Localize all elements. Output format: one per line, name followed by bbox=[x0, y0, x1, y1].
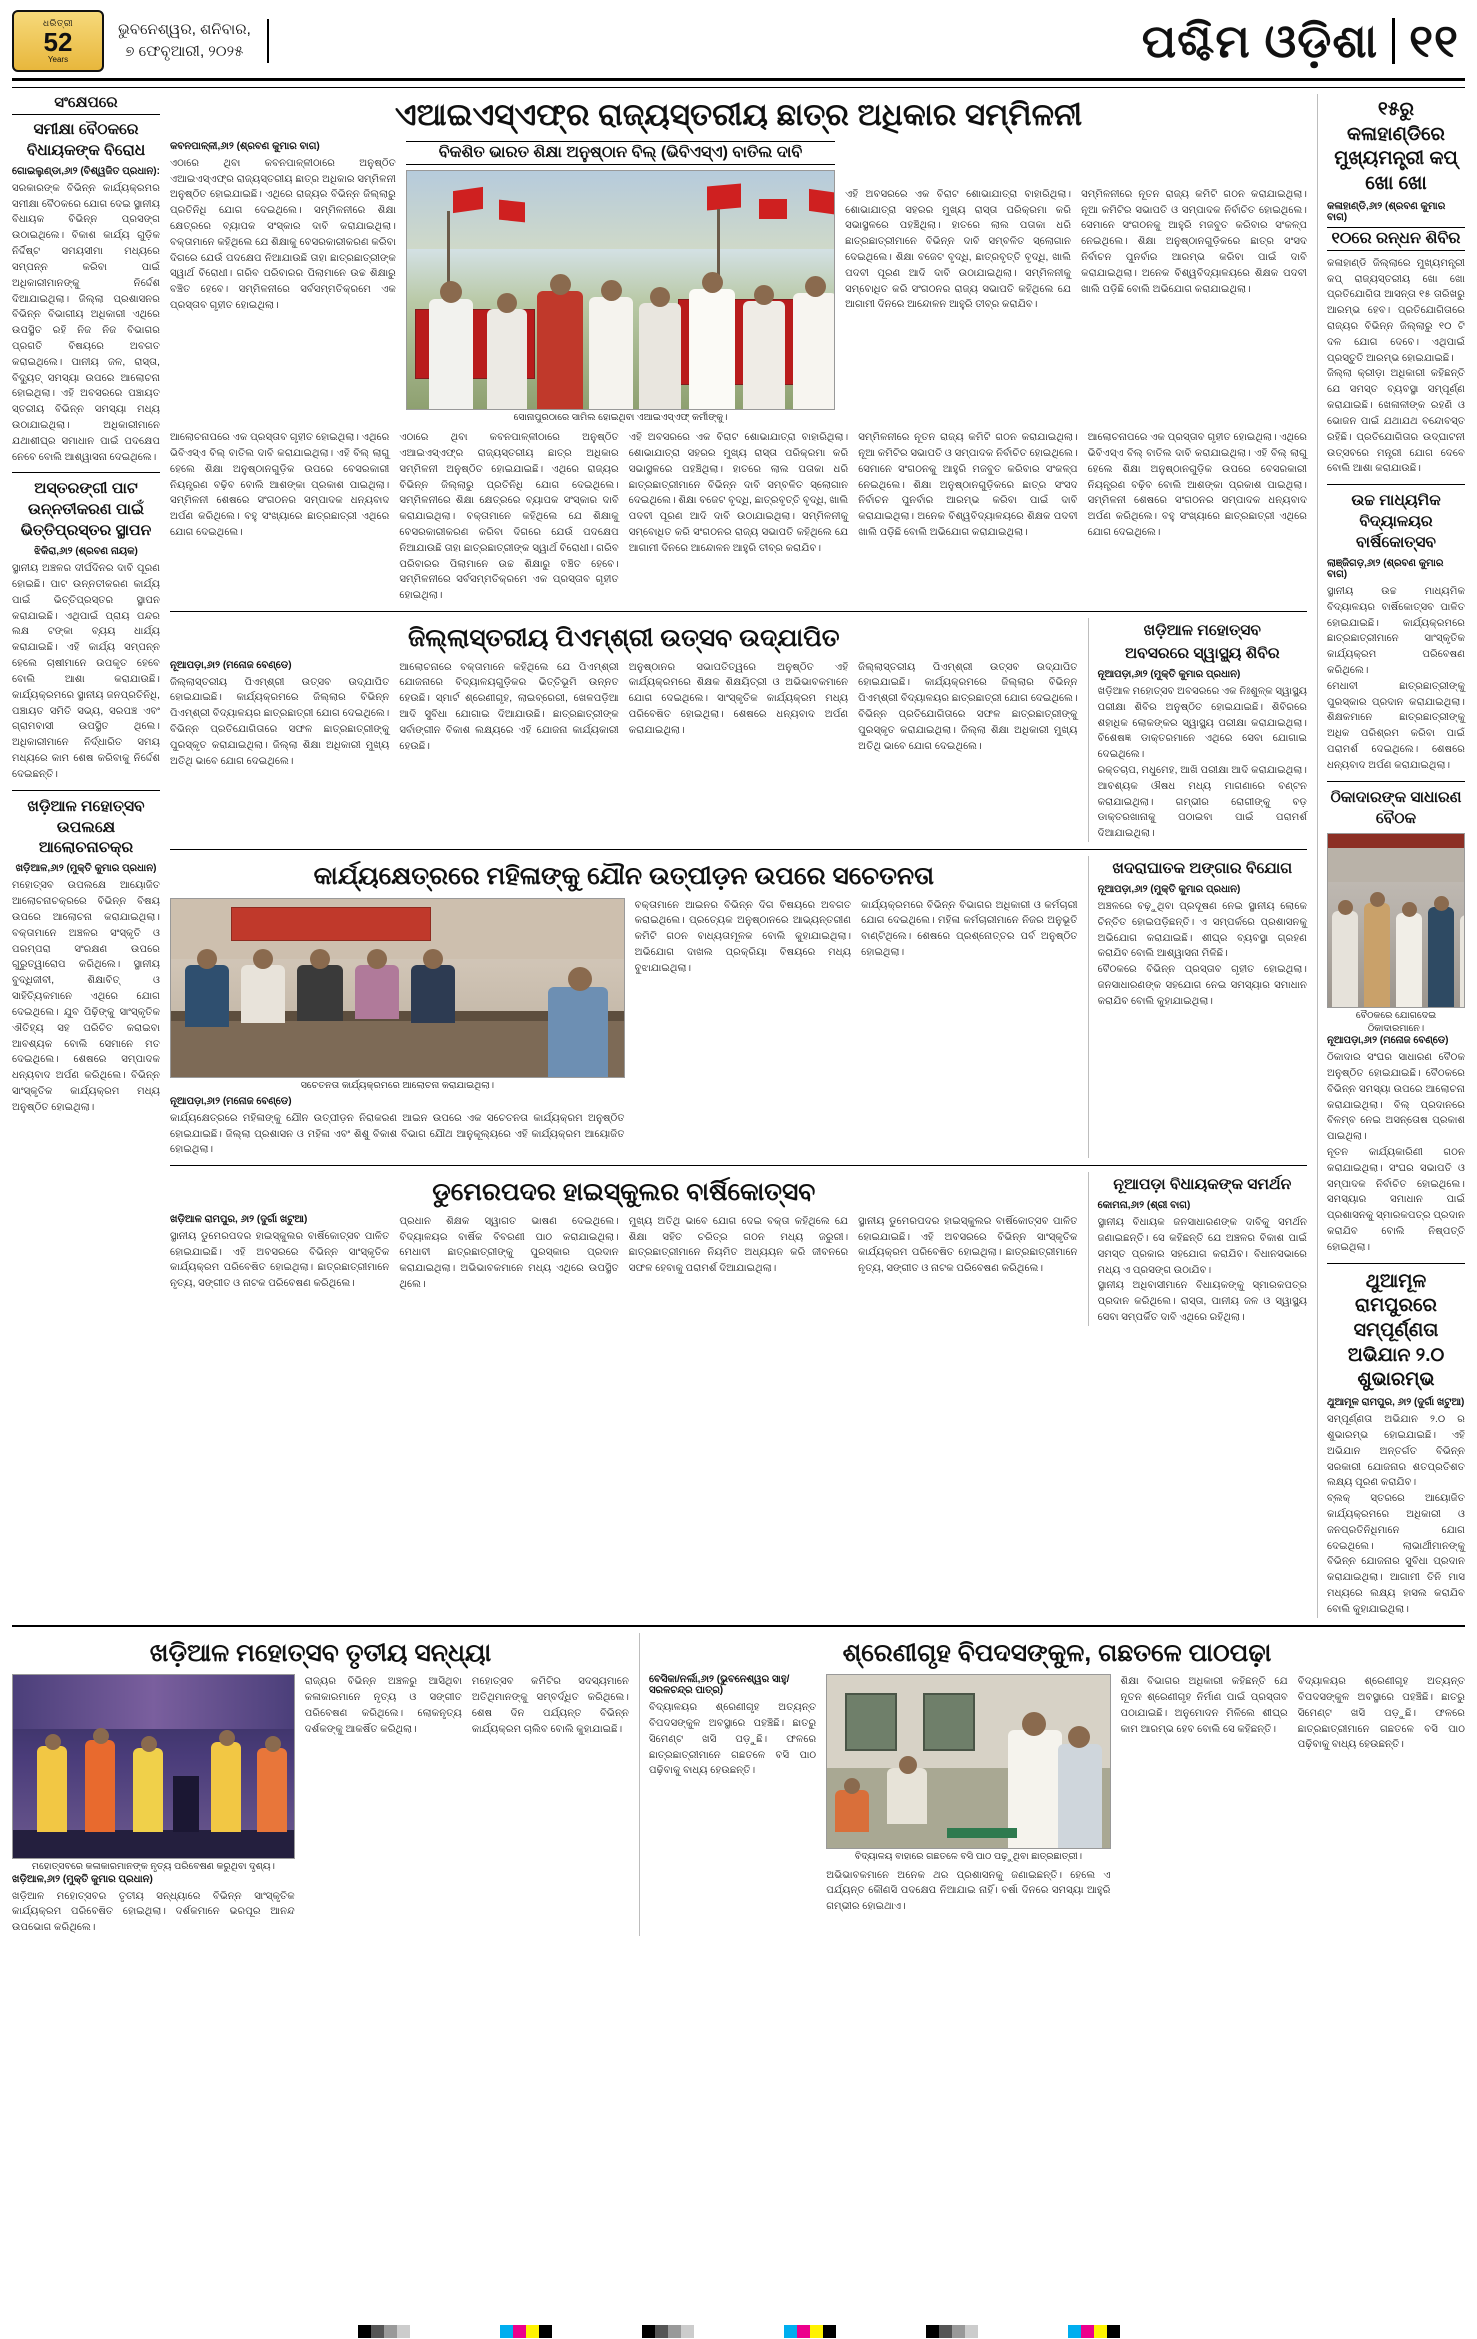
health-camp-headline-1: ଖଡ଼ିଆଳ ମହୋତ୍ସବ bbox=[1143, 622, 1261, 640]
school-annual-body-a: ସ୍ଥାନୀୟ ଡୁମେରପଦର ହାଇସ୍କୁଲର ବାର୍ଷିକୋତ୍ସବ ପାଳିତ ହୋଇଯାଇଛି। ଏହି ଅବସରରେ ବିଭିନ୍ନ ସାଂସ୍କୃତିକ କାର୍ଯ୍ୟକ୍ରମ ପରିବେଷିତ ହୋଇଥିଲା। ଛାତ୍ରଛାତ୍ରୀମାନେ ନୃତ୍ୟ, ସଙ୍ଗୀତ ଓ ନାଟକ ପରିବେଷଣ କରିଥିଲେ। bbox=[170, 1230, 390, 1290]
logo-years-label: Years bbox=[47, 55, 69, 64]
dateline-date: ୭ ଫେବୃଆରୀ, ୨୦୨୫ bbox=[125, 43, 244, 60]
brief-1-byline: ଗୋଇଲୁଣ୍ଡା,୬ା୨ (ବିଶ୍ୱଜିତ ପ୍ରଧାନ): bbox=[12, 165, 160, 177]
school-annual-body-d: ସ୍ଥାନୀୟ ଡୁମେରପଦର ହାଇସ୍କୁଲର ବାର୍ଷିକୋତ୍ସବ ପାଳିତ ହୋଇଯାଇଛି। ଏହି ଅବସରରେ ବିଭିନ୍ନ ସାଂସ୍କୃତିକ କାର୍ଯ୍ୟକ୍ରମ ପରିବେଷିତ ହୋଇଥିଲା। ଛାତ୍ରଛାତ୍ରୀମାନେ ନୃତ୍ୟ, ସଙ୍ଗୀତ ଓ ନାଟକ ପରିବେଷଣ କରିଥିଲେ। bbox=[858, 1215, 1078, 1275]
lead-col-3 bbox=[845, 141, 1071, 424]
lead-jump-3: ଏହି ଅବସରରେ ଏକ ବିରାଟ ଶୋଭାଯାତ୍ରା ବାହାରିଥିଲା। ଶୋଭାଯାତ୍ରା ସହରର ମୁଖ୍ୟ ରାସ୍ତା ପରିକ୍ରମା କରି ସଭାସ୍ଥଳରେ ପହଞ୍ଚିଥିଲା। ହାତରେ ଲାଲ ପତାକା ଧରି ଛାତ୍ରଛାତ୍ରୀମାନେ ବିଭିନ୍ନ ଦାବି ସମ୍ବଳିତ ସ୍ଲୋଗାନ ଦେଇଥିଲେ। ଶିକ୍ଷା ବଜେଟ ବୃଦ୍ଧି, ଛାତ୍ରବୃତ୍ତି ବୃଦ୍ଧି, ଖାଲି ପଦବୀ ପୂରଣ ଆଦି ଦାବି ଉଠାଯାଇଥିଲା। ସମ୍ମିଳନୀକୁ ସମ୍ବୋଧିତ କରି ସଂଗଠନର ରାଜ୍ୟ ସଭାପତି କହିଥିଲେ ଯେ ଆଗାମୀ ଦିନରେ ଆନ୍ଦୋଳନ ଆହୁରି ତୀବ୍ର କରାଯିବ। bbox=[628, 432, 849, 554]
pmshri-body-b: ଆଲୋଚନାରେ ବକ୍ତାମାନେ କହିଥିଲେ ଯେ ପିଏମ୍ଶ୍ରୀ ଯୋଜନାରେ ବିଦ୍ୟାଳୟଗୁଡ଼ିକର ଭିତ୍ତିଭୂମି ଉନ୍ନତ ହେଉଛି। ସ୍ମାର୍ଟ ଶ୍ରେଣୀଗୃହ, ଲାଇବ୍ରେରୀ, ଖେଳପଡ଼ିଆ ଆଦି ସୁବିଧା ଯୋଗାଇ ଦିଆଯାଉଛି। ଛାତ୍ରଛାତ୍ରୀଙ୍କ ସର୍ବାଙ୍ଗୀନ ବିକାଶ ଲକ୍ଷ୍ୟରେ ଏହି ଯୋଜନା କାର୍ଯ୍ୟକାରୀ ହେଉଛି। bbox=[399, 661, 619, 752]
grayscale-bar bbox=[358, 2325, 410, 2338]
women-body-a: କାର୍ଯ୍ୟକ୍ଷେତ୍ରରେ ମହିଳାଙ୍କୁ ଯୌନ ଉତ୍ପୀଡ଼ନ ନିରାକରଣ ଆଇନ ଉପରେ ଏକ ସଚେତନତା କାର୍ଯ୍ୟକ୍ରମ ଅନୁଷ୍ଠିତ ହୋଇଯାଇଛି। ଜିଲ୍ଲା ପ୍ରଶାସନ ଓ ମହିଳା ଏବଂ ଶିଶୁ ବିକାଶ ବିଭାଗ ଯୌଥ ଆନୁକୂଲ୍ୟରେ ଏହି କାର୍ଯ୍ୟକ୍ରମ ଆୟୋଜିତ ହୋଇଥିଲା। bbox=[170, 1112, 625, 1156]
health-camp-body-a: ଖଡ଼ିଆଳ ମହୋତ୍ସବ ଅବସରରେ ଏକ ନିଃଶୁଳ୍କ ସ୍ୱାସ୍ଥ୍ୟ ପରୀକ୍ଷା ଶିବିର ଅନୁଷ୍ଠିତ ହୋଇଯାଇଛି। ଶିବିରରେ ଶହାଧିକ ଲୋକଙ୍କର ସ୍ୱାସ୍ଥ୍ୟ ପରୀକ୍ଷା କରାଯାଇଥିଲା। ବିଶେଷଜ୍ଞ ଡାକ୍ତରମାନେ ଏଥିରେ ସେବା ଯୋଗାଇ ଦେଇଥିଲେ। bbox=[1097, 685, 1307, 761]
lead-body-a: ଏଠାରେ ଥିବା କବନପାଳ୍ଳୀଠାରେ ଅନୁଷ୍ଠିତ ଏଆଇଏସ୍ଏଫ୍ର ରାଜ୍ୟସ୍ତରୀୟ ଛାତ୍ର ଅଧିକାର ସମ୍ମିଳନୀ ଅନୁଷ୍ଠିତ ହୋଇଯାଇଛି। ଏଥିରେ ରାଜ୍ୟର ବିଭିନ୍ନ ଜିଲ୍ଲାରୁ ପ୍ରତିନିଧି ଯୋଗ ଦେଇଥିଲେ। ସମ୍ମିଳନୀରେ ଶିକ୍ଷା କ୍ଷେତ୍ରରେ ବ୍ୟାପକ ସଂସ୍କାର ଦାବି କରାଯାଇଥିଲା। ବକ୍ତାମାନେ କହିଥିଲେ ଯେ ଶିକ୍ଷାକୁ ବେସରକାରୀକରଣ କରିବା ଦିଗରେ ଯେଉଁ ପଦକ୍ଷେପ ନିଆଯାଉଛି ତାହା ଛାତ୍ରଛାତ୍ରୀଙ୍କ ସ୍ୱାର୍ଥ ବିରୋଧୀ। ଗରିବ ପରିବାରର ପିଲାମାନେ ଉଚ୍ଚ ଶିକ୍ଷାରୁ ବଞ୍ଚିତ ହେବେ। ସମ୍ମିଳନୀରେ ସର୍ବସମ୍ମତିକ୍ରମେ ଏକ ପ୍ରସ୍ତାବ ଗୃହୀତ ହୋଇଥିଲା। bbox=[170, 157, 396, 312]
school-annual-body-b: ପ୍ରଧାନ ଶିକ୍ଷକ ସ୍ୱାଗତ ଭାଷଣ ଦେଇଥିଲେ। ବିଦ୍ୟାଳୟର ବାର୍ଷିକ ବିବରଣୀ ପାଠ କରାଯାଇଥିଲା। ମେଧାବୀ ଛାତ୍ରଛାତ୍ରୀଙ୍କୁ ପୁରସ୍କାର ପ୍ରଦାନ କରାଯାଇଥିଲା। ଅଭିଭାବକମାନେ ମଧ୍ୟ ଏଥିରେ ଉପସ୍ଥିତ ଥିଲେ। bbox=[399, 1215, 619, 1291]
pmshri-body-d: ଜିଲ୍ଲାସ୍ତରୀୟ ପିଏମ୍ଶ୍ରୀ ଉତ୍ସବ ଉଦ୍ଯାପିତ ହୋଇଯାଇଛି। କାର୍ଯ୍ୟକ୍ରମରେ ଜିଲ୍ଲାର ବିଭିନ୍ନ ପିଏମ୍ଶ୍ରୀ ବିଦ୍ୟାଳୟର ଛାତ୍ରଛାତ୍ରୀ ଯୋଗ ଦେଇଥିଲେ। ବିଭିନ୍ନ ପ୍ରତିଯୋଗିତାରେ ସଫଳ ଛାତ୍ରଛାତ୍ରୀଙ୍କୁ ପୁରସ୍କୃତ କରାଯାଇଥିଲା। ଜିଲ୍ଲା ଶିକ୍ଷା ଅଧିକାରୀ ମୁଖ୍ୟ ଅତିଥି ଭାବେ ଯୋଗ ଦେଇଥିଲେ। bbox=[858, 661, 1078, 752]
health-camp-body-b: ରକ୍ତଚାପ, ମଧୁମେହ, ଆଖି ପରୀକ୍ଷା ଆଦି କରାଯାଇଥିଲା। ଆବଶ୍ୟକ ଔଷଧ ମଧ୍ୟ ମାଗଣାରେ ବଣ୍ଟନ କରାଯାଇଥିଲା। ଗମ୍ଭୀର ରୋଗୀଙ୍କୁ ବଡ଼ ଡାକ୍ତରଖାନାକୁ ପଠାଇବା ପାଇଁ ପରାମର୍ଶ ଦିଆଯାଇଥିଲା। bbox=[1097, 764, 1307, 840]
cm-cup-headline: ୧୫ରୁ କଳାହାଣ୍ଡିରେ ମୁଖ୍ୟମନ୍ତ୍ରୀ କପ୍ ଖୋ ଖୋ bbox=[1334, 99, 1458, 195]
env-body-a: ଅଞ୍ଚଳରେ ବଢ଼ୁଥିବା ପ୍ରଦୂଷଣ ନେଇ ସ୍ଥାନୀୟ ଲୋକେ ଚିନ୍ତିତ ହୋଇପଡ଼ିଛନ୍ତି। ଏ ସମ୍ପର୍କରେ ପ୍ରଶାସନକୁ ଅଭିଯୋଗ କରାଯାଇଛି। ଶୀଘ୍ର ବ୍ୟବସ୍ଥା ଗ୍ରହଣ କରାଯିବ ବୋଲି ଆଶ୍ୱାସନା ମିଳିଛି। bbox=[1097, 900, 1307, 960]
lead-body-b: ଏହି ଅବସରରେ ଏକ ବିରାଟ ଶୋଭାଯାତ୍ରା ବାହାରିଥିଲା। ଶୋଭାଯାତ୍ରା ସହରର ମୁଖ୍ୟ ରାସ୍ତା ପରିକ୍ରମା କରି ସଭାସ୍ଥଳରେ ପହଞ୍ଚିଥିଲା। ହାତରେ ଲାଲ ପତାକା ଧରି ଛାତ୍ରଛାତ୍ରୀମାନେ ବିଭିନ୍ନ ଦାବି ସମ୍ବଳିତ ସ୍ଲୋଗାନ ଦେଇଥିଲେ। ଶିକ୍ଷା ବଜେଟ ବୃଦ୍ଧି, ଛାତ୍ରବୃତ୍ତି ବୃଦ୍ଧି, ଖାଲି ପଦବୀ ପୂରଣ ଆଦି ଦାବି ଉଠାଯାଇଥିଲା। ସମ୍ମିଳନୀକୁ ସମ୍ବୋଧିତ କରି ସଂଗଠନର ରାଜ୍ୟ ସଭାପତି କହିଥିଲେ ଯେ ଆଗାମୀ ଦିନରେ ଆନ୍ଦୋଳନ ଆହୁରି ତୀବ୍ର କରାଯିବ। bbox=[845, 188, 1072, 311]
hs-annual-body-a: ସ୍ଥାନୀୟ ଉଚ୍ଚ ମାଧ୍ୟମିକ ବିଦ୍ୟାଳୟର ବାର୍ଷିକୋତ୍ସବ ପାଳିତ ହୋଇଯାଇଛି। କାର୍ଯ୍ୟକ୍ରମରେ ଛାତ୍ରଛାତ୍ରୀମାନେ ସାଂସ୍କୃତିକ କାର୍ଯ୍ୟକ୍ରମ ପରିବେଷଣ କରିଥିଲେ। bbox=[1326, 585, 1465, 676]
brief-2-headline: ଅସ୍ତରଙ୍ଗୀ ପାଟ ଉନ୍ନତୀକରଣ ପାଇଁ ଭିତ୍ତିପ୍ରସ୍ତର ସ୍ଥାପନ bbox=[20, 480, 152, 540]
lead-byline: କବନପାଳ୍ଳୀ,୬ା୨ (ଶ୍ରବଣ କୁମାର ବାଗ) bbox=[170, 140, 320, 152]
hs-annual-byline: ଲାଞ୍ଜିଗଡ଼,୬ା୨ (ଶ୍ରବଣ କୁମାର ବାଗ) bbox=[1326, 557, 1444, 580]
logo-anniversary-number: 52 bbox=[43, 27, 73, 57]
lead-jump-2: ଏଠାରେ ଥିବା କବନପାଳ୍ଳୀଠାରେ ଅନୁଷ୍ଠିତ ଏଆଇଏସ୍ଏଫ୍ର ରାଜ୍ୟସ୍ତରୀୟ ଛାତ୍ର ଅଧିକାର ସମ୍ମିଳନୀ ଅନୁଷ୍ଠିତ ହୋଇଯାଇଛି। ଏଥିରେ ରାଜ୍ୟର ବିଭିନ୍ନ ଜିଲ୍ଲାରୁ ପ୍ରତିନିଧି ଯୋଗ ଦେଇଥିଲେ। ସମ୍ମିଳନୀରେ ଶିକ୍ଷା କ୍ଷେତ୍ରରେ ବ୍ୟାପକ ସଂସ୍କାର ଦାବି କରାଯାଇଥିଲା। ବକ୍ତାମାନେ କହିଥିଲେ ଯେ ଶିକ୍ଷାକୁ ବେସରକାରୀକରଣ କରିବା ଦିଗରେ ଯେଉଁ ପଦକ୍ଷେପ ନିଆଯାଉଛି ତାହା ଛାତ୍ରଛାତ୍ରୀଙ୍କ ସ୍ୱାର୍ଥ ବିରୋଧୀ। ଗରିବ ପରିବାରର ପିଲାମାନେ ଉଚ୍ଚ ଶିକ୍ଷାରୁ ବଞ୍ଚିତ ହେବେ। ସମ୍ମିଳନୀରେ ସର୍ବସମ୍ମତିକ୍ରମେ ଏକ ପ୍ରସ୍ତାବ ଗୃହୀତ ହୋଇଥିଲା। bbox=[399, 432, 619, 602]
mahotsav-headline: ଖଡ଼ିଆଳ ମହୋତ୍ସବ ତୃତୀୟ ସନ୍ଧ୍ୟା bbox=[149, 1638, 492, 1667]
women-story bbox=[170, 856, 1078, 1158]
pmshri-body-a: ଜିଲ୍ଲାସ୍ତରୀୟ ପିଏମ୍ଶ୍ରୀ ଉତ୍ସବ ଉଦ୍ଯାପିତ ହୋଇଯାଇଛି। କାର୍ଯ୍ୟକ୍ରମରେ ଜିଲ୍ଲାର ବିଭିନ୍ନ ପିଏମ୍ଶ୍ରୀ ବିଦ୍ୟାଳୟର ଛାତ୍ରଛାତ୍ରୀ ଯୋଗ ଦେଇଥିଲେ। ବିଭିନ୍ନ ପ୍ରତିଯୋଗିତାରେ ସଫଳ ଛାତ୍ରଛାତ୍ରୀଙ୍କୁ ପୁରସ୍କୃତ କରାଯାଇଥିଲା। ଜିଲ୍ଲା ଶିକ୍ଷା ଅଧିକାରୀ ମୁଖ୍ୟ ଅତିଥି ଭାବେ ଯୋଗ ଦେଇଥିଲେ। bbox=[170, 676, 390, 767]
masthead bbox=[12, 10, 1465, 81]
dateline-place: ଭୁବନେଶ୍ୱର, ଶନିବାର, bbox=[118, 21, 251, 39]
bottom-block bbox=[12, 1633, 1465, 1936]
school-annual-headline: ଡୁମେରପଦର ହାଇସ୍କୁଲର ବାର୍ଷିକୋତ୍ସବ bbox=[432, 1178, 816, 1207]
unsafe-classroom-byline: ବେସିକା/ନର୍ଲା,୬ା୨ (ଭୁବନେଶ୍ୱର ସାହୁ/ସରଳଚନ୍ଦ୍ର ପାତ୍ର) bbox=[649, 1674, 790, 1697]
lead-photo bbox=[406, 170, 835, 410]
lead-photo-block bbox=[406, 141, 835, 424]
briefs-kicker: ସଂକ୍ଷେପରେ bbox=[12, 94, 160, 115]
unsafe-classroom-body-d: ବିଦ୍ୟାଳୟର ଶ୍ରେଣୀଗୃହ ଅତ୍ୟନ୍ତ ବିପଦସଙ୍କୁଳ ଅବସ୍ଥାରେ ପହଞ୍ଚିଛି। ଛାତରୁ ସିମେଣ୍ଟ ଖସି ପଡ଼ୁଛି। ଫଳରେ ଛାତ୍ରଛାତ୍ରୀମାନେ ଗଛତଳେ ବସି ପାଠ ପଢ଼ିବାକୁ ବାଧ୍ୟ ହେଉଛନ୍ତି। bbox=[1297, 1676, 1465, 1751]
unsafe-classroom-story bbox=[639, 1633, 1465, 1936]
third-tier bbox=[170, 856, 1307, 1158]
brief-3-headline: ଖଡ଼ିଆଳ ମହୋତ୍ସବ ଉପଲକ୍ଷେ ଆଲୋଚନାଚକ୍ର bbox=[27, 797, 145, 857]
mla-support-headline: ନୂଆପଡ଼ା ବିଧାୟକଙ୍କ ସମର୍ଥନ bbox=[1113, 1176, 1292, 1194]
tmc-campaign-body-a: ସମ୍ପୂର୍ଣ୍ଣତା ଅଭିଯାନ ୨.୦ ର ଶୁଭାରମ୍ଭ ହୋଇଯାଇଛି। ଏହି ଅଭିଯାନ ଅନ୍ତର୍ଗତ ବିଭିନ୍ନ ସରକାରୀ ଯୋଜନାର ଶତପ୍ରତିଶତ ଲକ୍ଷ୍ୟ ପୂରଣ କରାଯିବ। bbox=[1326, 1414, 1465, 1489]
contractor-body-a: ଠିକାଦାର ସଂଘର ସାଧାରଣ ବୈଠକ ଅନୁଷ୍ଠିତ ହୋଇଯାଇଛି। ବୈଠକରେ ବିଭିନ୍ନ ସମସ୍ୟା ଉପରେ ଆଲୋଚନା କରାଯାଇଥିଲା। ବିଲ୍ ପ୍ରଦାନରେ ବିଳମ୍ବ ନେଇ ଅସନ୍ତୋଷ ପ୍ରକାଶ ପାଇଥିଲା। bbox=[1326, 1052, 1465, 1143]
lead-jump-4: ସମ୍ମିଳନୀରେ ନୂତନ ରାଜ୍ୟ କମିଟି ଗଠନ କରାଯାଇଥିଲା। ନୂଆ କମିଟିର ସଭାପତି ଓ ସମ୍ପାଦକ ନିର୍ବାଚିତ ହୋଇଥିଲେ। ସେମାନେ ସଂଗଠନକୁ ଆହୁରି ମଜବୁତ କରିବାର ସଂକଳ୍ପ ନେଇଥିଲେ। ଶିକ୍ଷା ଅନୁଷ୍ଠାନଗୁଡ଼ିକରେ ଛାତ୍ର ସଂସଦ ନିର୍ବାଚନ ପୁନର୍ବାର ଆରମ୍ଭ କରିବା ପାଇଁ ଦାବି କରାଯାଇଥିଲା। ଅନେକ ବିଶ୍ୱବିଦ୍ୟାଳୟରେ ଶିକ୍ଷକ ପଦବୀ ଖାଲି ପଡ଼ିଛି ବୋଲି ଅଭିଯୋଗ କରାଯାଇଥିଲା। bbox=[858, 432, 1078, 538]
mahotsav-photo-caption: ମହୋତ୍ସବରେ କଳାକାରମାନଙ୍କ ନୃତ୍ୟ ପରିବେଷଣ କରୁଥିବା ଦୃଶ୍ୟ। bbox=[31, 1861, 275, 1873]
cmyk-bar-3 bbox=[1068, 2325, 1120, 2338]
unsafe-classroom-body-a: ବିଦ୍ୟାଳୟର ଶ୍ରେଣୀଗୃହ ଅତ୍ୟନ୍ତ ବିପଦସଙ୍କୁଳ ଅବସ୍ଥାରେ ପହଞ୍ଚିଛି। ଛାତରୁ ସିମେଣ୍ଟ ଖସି ପଡ଼ୁଛି। ଫଳରେ ଛାତ୍ରଛାତ୍ରୀମାନେ ଗଛତଳେ ବସି ପାଠ ପଢ଼ିବାକୁ ବାଧ୍ୟ ହେଉଛନ୍ତି। bbox=[649, 1702, 817, 1777]
mla-support-body-a: ସ୍ଥାନୀୟ ବିଧାୟକ ଜନସାଧାରଣଙ୍କ ଦାବିକୁ ସମର୍ଥନ ଜଣାଇଛନ୍ତି। ସେ କହିଛନ୍ତି ଯେ ଅଞ୍ଚଳର ବିକାଶ ପାଇଁ ସମସ୍ତ ପ୍ରକାର ସହଯୋଗ କରାଯିବ। ବିଧାନସଭାରେ ମଧ୍ୟ ଏ ପ୍ରସଙ୍ଗ ଉଠାଯିବ। bbox=[1097, 1217, 1307, 1276]
cm-cup-body-a: କଳାହାଣ୍ଡି ଜିଲ୍ଲାରେ ମୁଖ୍ୟମନ୍ତ୍ରୀ କପ୍ ରାଜ୍ୟସ୍ତରୀୟ ଖୋ ଖୋ ପ୍ରତିଯୋଗିତା ଆସନ୍ତା ୧୫ ତାରିଖରୁ ଆରମ୍ଭ ହେବ। ପ୍ରତିଯୋଗିତାରେ ରାଜ୍ୟର ବିଭିନ୍ନ ଜିଲ୍ଲାରୁ ୧୦ ଟି ଦଳ ଯୋଗ ଦେବେ। ଏଥିପାଇଁ ପ୍ରସ୍ତୁତି ଆରମ୍ଭ ହୋଇଯାଇଛି। bbox=[1326, 257, 1465, 364]
grayscale-bar-3 bbox=[926, 2325, 978, 2338]
tmc-campaign-byline: ଥୁଆମୂଳ ରାମପୁର, ୬ା୨ (ଦୁର୍ଗା ଖଟୁଆ) bbox=[1326, 1397, 1465, 1409]
contractor-headline: ଠିକାଦାରଙ୍କ ସାଧାରଣ ବୈଠକ bbox=[1330, 788, 1462, 827]
lead-col-1 bbox=[170, 141, 396, 424]
section-title bbox=[269, 15, 1465, 67]
page-number: ୧୧ bbox=[1392, 18, 1459, 64]
publication-logo bbox=[12, 10, 104, 72]
mahotsav-body-a: ଖଡ଼ିଆଳ ମହୋତ୍ସବର ତୃତୀୟ ସନ୍ଧ୍ୟାରେ ବିଭିନ୍ନ ସାଂସ୍କୃତିକ କାର୍ଯ୍ୟକ୍ରମ ପରିବେଷିତ ହୋଇଥିଲା। ଦର୍ଶକମାନେ ଭରପୂର ଆନନ୍ଦ ଉପଭୋଗ କରିଥିଲେ। bbox=[12, 1890, 295, 1934]
mahotsav-byline: ଖଡ଼ିଆଳ,୬ା୨ (ମୁକ୍ତି କୁମାର ପ୍ରଧାନ) bbox=[12, 1873, 153, 1885]
pmshri-headline: ଜିଲ୍ଲାସ୍ତରୀୟ ପିଏମ୍ଶ୍ରୀ ଉତ୍ସବ ଉଦ୍ଯାପିତ bbox=[407, 624, 840, 653]
contractor-byline: ନୂଆପଡ଼ା,୬ା୨ (ମନୋଜ ବେଣ୍ଡେ) bbox=[1326, 1035, 1449, 1047]
mahotsav-story bbox=[12, 1633, 629, 1936]
pmshri-byline: ନୂଆପଡ଼ା,୬ା୨ (ମନୋଜ ବେଣ୍ଡେ) bbox=[170, 659, 292, 671]
school-annual-story bbox=[170, 1172, 1078, 1326]
brief-1-body: ସରକାରଙ୍କ ବିଭିନ୍ନ କାର୍ଯ୍ୟକ୍ରମର ସମୀକ୍ଷା ବୈଠକରେ ଯୋଗ ଦେଇ ସ୍ଥାନୀୟ ବିଧାୟକ ବିଭିନ୍ନ ପ୍ରସଙ୍ଗ ଉଠାଇଥିଲେ। ବିକାଶ କାର୍ଯ୍ୟ ଗୁଡ଼ିକ ନିର୍ଦ୍ଦିଷ୍ଟ ସମୟସୀମା ମଧ୍ୟରେ ସମ୍ପନ୍ନ କରିବା ପାଇଁ ଅଧିକାରୀମାନଙ୍କୁ ନିର୍ଦ୍ଦେଶ ଦିଆଯାଇଥିଲା। ଜିଲ୍ଲା ପ୍ରଶାସନର ବିଭିନ୍ନ ବିଭାଗୀୟ ଅଧିକାରୀ ଏଥିରେ ଉପସ୍ଥିତ ରହି ନିଜ ନିଜ ବିଭାଗର ପ୍ରଗତି ବିଷୟରେ ଅବଗତ କରାଇଥିଲେ। ପାନୀୟ ଜଳ, ରାସ୍ତା, ବିଦ୍ୟୁତ୍ ସମସ୍ୟା ଉପରେ ଆଲୋଚନା ହୋଇଥିଲା। ଏହି ଅବସରରେ ପଞ୍ଚାୟତ ସ୍ତରୀୟ ବିଭିନ୍ନ ସମସ୍ୟା ମଧ୍ୟ ଉଠାଯାଇଥିଲା। ଅଧିକାରୀମାନେ ଯଥାଶୀଘ୍ର ସମାଧାନ ପାଇଁ ପଦକ୍ଷେପ ନେବେ ବୋଲି ଆଶ୍ୱାସନା ଦେଇଥିଲେ। bbox=[12, 182, 160, 463]
grayscale-bar-2 bbox=[642, 2325, 694, 2338]
women-headline: କାର୍ଯ୍ୟକ୍ଷେତ୍ରରେ ମହିଳାଙ୍କୁ ଯୌନ ଉତ୍ପୀଡ଼ନ ଉପରେ ସଚେତନତା bbox=[313, 862, 934, 890]
brief-2-body: ସ୍ଥାନୀୟ ଅଞ୍ଚଳର ଦୀର୍ଘଦିନର ଦାବି ପୂରଣ ହୋଇଛି। ପାଟ ଉନ୍ନତୀକରଣ କାର୍ଯ୍ୟ ପାଇଁ ଭିତ୍ତିପ୍ରସ୍ତର ସ୍ଥାପନ କରାଯାଇଛି। ଏଥିପାଇଁ ପ୍ରାୟ ପନ୍ଦର ଲକ୍ଷ ଟଙ୍କା ବ୍ୟୟ ଧାର୍ଯ୍ୟ କରାଯାଇଛି। ଏହି କାର୍ଯ୍ୟ ସମ୍ପନ୍ନ ହେଲେ ଚାଷୀମାନେ ଉପକୃତ ହେବେ ବୋଲି ଆଶା କରାଯାଉଛି। କାର୍ଯ୍ୟକ୍ରମରେ ସ୍ଥାନୀୟ ଜନପ୍ରତିନିଧି, ପଞ୍ଚାୟତ ସମିତି ସଭ୍ୟ, ସରପଞ୍ଚ ଏବଂ ଗ୍ରାମବାସୀ ଉପସ୍ଥିତ ଥିଲେ। ଅଧିକାରୀମାନେ ନିର୍ଦ୍ଧାରିତ ସମୟ ମଧ୍ୟରେ କାମ ଶେଷ କରିବାକୁ ନିର୍ଦ୍ଦେଶ ଦେଇଛନ୍ତି। bbox=[12, 563, 160, 780]
fourth-tier bbox=[170, 1172, 1307, 1326]
lead-subhead: ବିକଶିତ ଭାରତ ଶିକ୍ଷା ଅନୁଷ୍ଠାନ ବିଲ୍ (ଭିବିଏସ୍ଏ) ବାତିଲ ଦାବି bbox=[406, 141, 835, 165]
contractor-photo-caption: ବୈଠକରେ ଯୋଗଦେଇ ଠିକାଦାରମାନେ। bbox=[1355, 1010, 1437, 1034]
unsafe-classroom-body-c: ଶିକ୍ଷା ବିଭାଗର ଅଧିକାରୀ କହିଛନ୍ତି ଯେ ନୂତନ ଶ୍ରେଣୀଗୃହ ନିର୍ମାଣ ପାଇଁ ପ୍ରସ୍ତାବ ପଠାଯାଇଛି। ଅନୁମୋଦନ ମିଳିଲେ ଶୀଘ୍ର କାମ ଆରମ୍ଭ ହେବ ବୋଲି ସେ କହିଛନ୍ତି। bbox=[1120, 1676, 1288, 1735]
women-byline: ନୂଆପଡ଼ା,୬ା୨ (ମନୋଜ ବେଣ୍ଡେ) bbox=[170, 1095, 292, 1107]
lead-photo-caption: ସୋନାପୁରଠାରେ ସାମିଲ ହୋଇଥିବା ଏଆଇଏସ୍ଏଫ୍ କର୍ମୀଙ୍କୁ। bbox=[513, 411, 728, 423]
brief-2-byline: ଝିକିରା,୬ା୨ (ଶ୍ରବଣ ନାୟକ) bbox=[34, 546, 138, 558]
unsafe-classroom-body-b: ଅଭିଭାବକମାନେ ଅନେକ ଥର ପ୍ରଶାସନକୁ ଜଣାଇଛନ୍ତି। ହେଲେ ଏ ପର୍ଯ୍ୟନ୍ତ କୌଣସି ପଦକ୍ଷେପ ନିଆଯାଇ ନାହିଁ। ବର୍ଷା ଦିନରେ ସମସ୍ୟା ଆହୁରି ଗମ୍ଭୀର ହୋଇଥାଏ। bbox=[826, 1869, 1111, 1913]
main-content-area bbox=[170, 94, 1307, 1618]
unsafe-classroom-photo-caption: ବିଦ୍ୟାଳୟ ବାହାରେ ଗଛତଳେ ବସି ପାଠ ପଢ଼ୁଥିବା ଛାତ୍ରଛାତ୍ରୀ। bbox=[854, 1851, 1082, 1863]
mla-support-story bbox=[1088, 1172, 1307, 1326]
pmshri-story bbox=[170, 618, 1078, 842]
brief-3-byline: ଖଡ଼ିଆଳ,୬ା୨ (ମୁକ୍ତି କୁମାର ପ୍ରଧାନ) bbox=[15, 863, 157, 875]
unsafe-classroom-headline: ଶ୍ରେଣୀଗୃହ ବିପଦସଙ୍କୁଳ, ଗଛତଳେ ପାଠପଢ଼ା bbox=[842, 1638, 1272, 1667]
contractor-body-b: ନୂତନ କାର୍ଯ୍ୟକାରିଣୀ ଗଠନ କରାଯାଇଥିଲା। ସଂଘର ସଭାପତି ଓ ସମ୍ପାଦକ ନିର୍ବାଚିତ ହୋଇଥିଲେ। ସମସ୍ୟାର ସମାଧାନ ପାଇଁ ପ୍ରଶାସନକୁ ସ୍ମାରକପତ୍ର ପ୍ରଦାନ କରାଯିବ ବୋଲି ନିଷ୍ପତ୍ତି ହୋଇଥିଲା। bbox=[1326, 1147, 1465, 1253]
color-registration-bars bbox=[0, 2323, 1477, 2339]
pmshri-body-c: ଅନୁଷ୍ଠାନର ସଭାପତିତ୍ୱରେ ଅନୁଷ୍ଠିତ ଏହି କାର୍ଯ୍ୟକ୍ରମରେ ଶିକ୍ଷକ ଶିକ୍ଷୟିତ୍ରୀ ଓ ଅଭିଭାବକମାନେ ଯୋଗ ଦେଇଥିଲେ। ସାଂସ୍କୃତିକ କାର୍ଯ୍ୟକ୍ରମ ମଧ୍ୟ ପରିବେଷିତ ହୋଇଥିଲା। ଶେଷରେ ଧନ୍ୟବାଦ ଅର୍ପଣ କରାଯାଇଥିଲା। bbox=[628, 661, 849, 736]
lead-jump-5: ଆଲୋଚନାପରେ ଏକ ପ୍ରସ୍ତାବ ଗୃହୀତ ହୋଇଥିଲା। ଏଥିରେ ଭିବିଏସ୍ଏ ବିଲ୍ ବାତିଲ ଦାବି କରାଯାଇଥିଲା। ଏହି ବିଲ୍ ଲାଗୁ ହେଲେ ଶିକ୍ଷା ଅନୁଷ୍ଠାନଗୁଡ଼ିକ ଉପରେ ବେସରକାରୀ ନିୟନ୍ତ୍ରଣ ବଢ଼ିବ ବୋଲି ଆଶଙ୍କା ପ୍ରକାଶ ପାଇଥିଲା। ସମ୍ମିଳନୀ ଶେଷରେ ସଂଗଠନର ସମ୍ପାଦକ ଧନ୍ୟବାଦ ଅର୍ପଣ କରିଥିଲେ। ବହୁ ସଂଖ୍ୟାରେ ଛାତ୍ରଛାତ୍ରୀ ଏଥିରେ ଯୋଗ ଦେଇଥିଲେ। bbox=[1087, 432, 1307, 538]
column-briefs bbox=[12, 94, 160, 1618]
women-photo-caption: ସଚେତନତା କାର୍ଯ୍ୟକ୍ରମରେ ଆଲୋଚନା କରାଯାଇଥିଲା। bbox=[300, 1079, 494, 1091]
lead-story bbox=[170, 96, 1307, 604]
lead-body-c: ସମ୍ମିଳନୀରେ ନୂତନ ରାଜ୍ୟ କମିଟି ଗଠନ କରାଯାଇଥିଲା। ନୂଆ କମିଟିର ସଭାପତି ଓ ସମ୍ପାଦକ ନିର୍ବାଚିତ ହୋଇଥିଲେ। ସେମାନେ ସଂଗଠନକୁ ଆହୁରି ମଜବୁତ କରିବାର ସଂକଳ୍ପ ନେଇଥିଲେ। ଶିକ୍ଷା ଅନୁଷ୍ଠାନଗୁଡ଼ିକରେ ଛାତ୍ର ସଂସଦ ନିର୍ବାଚନ ପୁନର୍ବାର ଆରମ୍ଭ କରିବା ପାଇଁ ଦାବି କରାଯାଇଥିଲା। ଅନେକ ବିଶ୍ୱବିଦ୍ୟାଳୟରେ ଶିକ୍ଷକ ପଦବୀ ଖାଲି ପଡ଼ିଛି ବୋଲି ଅଭିଯୋଗ କରାଯାଇଥିଲା। bbox=[1081, 188, 1307, 295]
health-camp-byline: ନୂଆପଡ଼ା,୬ା୨ (ମୁକ୍ତି କୁମାର ପ୍ରଧାନ) bbox=[1097, 668, 1241, 680]
env-headline: ଖଦରାଘାତକ ଅଙ୍ଗାର ବିଯୋଗ bbox=[1112, 860, 1293, 877]
mla-support-body-b: ସ୍ଥାନୀୟ ଅଧିବାସୀମାନେ ବିଧାୟକଙ୍କୁ ସ୍ମାରକପତ୍ର ପ୍ରଦାନ କରିଥିଲେ। ରାସ୍ତା, ପାନୀୟ ଜଳ ଓ ସ୍ୱାସ୍ଥ୍ୟ ସେବା ସମ୍ପର୍କିତ ଦାବି ଏଥିରେ ରହିଥିଲା। bbox=[1097, 1280, 1307, 1324]
contractor-photo bbox=[1327, 833, 1465, 1008]
second-tier bbox=[170, 618, 1307, 842]
mahotsav-body-c: ମହୋତ୍ସବ କମିଟିର ସଦସ୍ୟମାନେ ଅତିଥିମାନଙ୍କୁ ସମ୍ବର୍ଦ୍ଧିତ କରିଥିଲେ। ଶେଷ ଦିନ ପର୍ଯ୍ୟନ୍ତ ବିଭିନ୍ନ କାର୍ଯ୍ୟକ୍ରମ ଚାଲିବ ବୋଲି କୁହାଯାଇଛି। bbox=[471, 1676, 629, 1735]
hs-annual-body-b: ମେଧାବୀ ଛାତ୍ରଛାତ୍ରୀଙ୍କୁ ପୁରସ୍କାର ପ୍ରଦାନ କରାଯାଇଥିଲା। ଶିକ୍ଷକମାନେ ଛାତ୍ରଛାତ୍ରୀଙ୍କୁ ଅଧିକ ପରିଶ୍ରମ କରିବା ପାଇଁ ପରାମର୍ଶ ଦେଇଥିଲେ। ଶେଷରେ ଧନ୍ୟବାଦ ଅର୍ପଣ କରାଯାଇଥିଲା। bbox=[1326, 680, 1465, 771]
tmc-campaign-body-b: ବ୍ଲକ୍ ସ୍ତରରେ ଆୟୋଜିତ କାର୍ଯ୍ୟକ୍ରମରେ ଅଧିକାରୀ ଓ ଜନପ୍ରତିନିଧିମାନେ ଯୋଗ ଦେଇଥିଲେ। ଲାଭାର୍ଥୀମାନଙ୍କୁ ବିଭିନ୍ନ ଯୋଜନାର ସୁବିଧା ପ୍ରଦାନ କରାଯାଇଥିଲା। ଆଗାମୀ ତିନି ମାସ ମଧ୍ୟରେ ଲକ୍ଷ୍ୟ ହାସଲ କରାଯିବ ବୋଲି କୁହାଯାଇଥିଲା। bbox=[1326, 1493, 1465, 1615]
health-camp-story bbox=[1088, 618, 1307, 842]
brief-3-body: ମହୋତ୍ସବ ଉପଲକ୍ଷେ ଆୟୋଜିତ ଆଲୋଚନାଚକ୍ରରେ ବିଭିନ୍ନ ବିଷୟ ଉପରେ ଆଲୋଚନା କରାଯାଇଥିଲା। ବକ୍ତାମାନେ ଅଞ୍ଚଳର ସଂସ୍କୃତି ଓ ପରମ୍ପରା ସଂରକ୍ଷଣ ଉପରେ ଗୁରୁତ୍ୱାରୋପ କରିଥିଲେ। ସ୍ଥାନୀୟ ବୁଦ୍ଧିଜୀବୀ, ଶିକ୍ଷାବିତ୍ ଓ ସାହିତ୍ୟିକମାନେ ଏଥିରେ ଯୋଗ ଦେଇଥିଲେ। ଯୁବ ପିଢ଼ିଙ୍କୁ ସାଂସ୍କୃତିକ ଐତିହ୍ୟ ସହ ପରିଚିତ କରାଇବା ଆବଶ୍ୟକ ବୋଲି ସେମାନେ ମତ ଦେଇଥିଲେ। ଶେଷରେ ସମ୍ପାଦକ ଧନ୍ୟବାଦ ଅର୍ପଣ କରିଥିଲେ। ବିଭିନ୍ନ ସାଂସ୍କୃତିକ କାର୍ଯ୍ୟକ୍ରମ ମଧ୍ୟ ଅନୁଷ୍ଠିତ ହୋଇଥିଲା। bbox=[12, 880, 160, 1113]
hs-annual-headline: ଉଚ୍ଚ ମାଧ୍ୟମିକ ବିଦ୍ୟାଳୟର ବାର୍ଷିକୋତ୍ସବ bbox=[1351, 492, 1441, 551]
lead-jump-1: ଆଲୋଚନାପରେ ଏକ ପ୍ରସ୍ତାବ ଗୃହୀତ ହୋଇଥିଲା। ଏଥିରେ ଭିବିଏସ୍ଏ ବିଲ୍ ବାତିଲ ଦାବି କରାଯାଇଥିଲା। ଏହି ବିଲ୍ ଲାଗୁ ହେଲେ ଶିକ୍ଷା ଅନୁଷ୍ଠାନଗୁଡ଼ିକ ଉପରେ ବେସରକାରୀ ନିୟନ୍ତ୍ରଣ ବଢ଼ିବ ବୋଲି ଆଶଙ୍କା ପ୍ରକାଶ ପାଇଥିଲା। ସମ୍ମିଳନୀ ଶେଷରେ ସଂଗଠନର ସମ୍ପାଦକ ଧନ୍ୟବାଦ ଅର୍ପଣ କରିଥିଲେ। ବହୁ ସଂଖ୍ୟାରେ ଛାତ୍ରଛାତ୍ରୀ ଏଥିରେ ଯୋଗ ଦେଇଥିଲେ। bbox=[170, 432, 390, 538]
section-title-text: ପଶ୍ଚିମ ଓଡ଼ିଶା bbox=[1141, 15, 1379, 67]
women-photo-block bbox=[170, 898, 625, 1159]
cm-cup-subhead: ୧୦ରେ ରନ୍ଧନ ଶିବିର bbox=[1327, 227, 1465, 251]
env-byline: ନୂଆପଡ଼ା,୬ା୨ (ମୁକ୍ତି କୁମାର ପ୍ରଧାନ) bbox=[1097, 883, 1241, 895]
health-camp-headline-2: ଅବସରରେ ସ୍ୱାସ୍ଥ୍ୟ ଶିବିର bbox=[1124, 644, 1280, 662]
tmc-campaign-headline: ଥୁଆମୂଳ ରାମପୁରରେ ସମ୍ପୂର୍ଣ୍ଣତା ଅଭିଯାନ ୨.୦ ଶୁଭାରମ୍ଭ bbox=[1347, 1270, 1445, 1391]
cm-cup-byline: କଳାହାଣ୍ଡି,୬ା୨ (ଶ୍ରବଣ କୁମାର ବାଗ) bbox=[1326, 200, 1446, 223]
cmyk-bar-1 bbox=[500, 2325, 552, 2338]
women-body-c: କାର୍ଯ୍ୟକ୍ରମରେ ବିଭିନ୍ନ ବିଭାଗର ଅଧିକାରୀ ଓ କର୍ମଚାରୀ ଯୋଗ ଦେଇଥିଲେ। ମହିଳା କର୍ମଚାରୀମାନେ ନିଜର ଅନୁଭୂତି ବାଣ୍ଟିଥିଲେ। ଶେଷରେ ପ୍ରଶ୍ନୋତ୍ତର ପର୍ବ ଅନୁଷ୍ଠିତ ହୋଇଥିଲା। bbox=[861, 899, 1078, 958]
env-story bbox=[1088, 856, 1307, 1158]
logo-top-text: ଧରିତ୍ରୀ bbox=[42, 18, 74, 28]
cmyk-bar-2 bbox=[784, 2325, 836, 2338]
cm-cup-body-b: ଜିଲ୍ଲା କ୍ରୀଡ଼ା ଅଧିକାରୀ କହିଛନ୍ତି ଯେ ସମସ୍ତ ବ୍ୟବସ୍ଥା ସମ୍ପୂର୍ଣ୍ଣ କରାଯାଇଛି। ଖେଳାଳୀଙ୍କ ରହଣି ଓ ଭୋଜନ ପାଇଁ ଯଥାଯଥ ବନ୍ଦୋବସ୍ତ ରହିଛି। ପ୍ରତିଯୋଗିତାର ଉଦ୍‌ଘାଟନୀ ଉତ୍ସବରେ ମନ୍ତ୍ରୀ ଯୋଗ ଦେବେ ବୋଲି ଆଶା କରାଯାଉଛି। bbox=[1326, 368, 1465, 475]
brief-1-headline: ସମୀକ୍ଷା ବୈଠକରେ ବିଧାୟକଙ୍କ ବିରୋଧ bbox=[26, 121, 146, 159]
unsafe-classroom-photo bbox=[826, 1674, 1110, 1849]
content-grid bbox=[12, 87, 1465, 1618]
lead-col-4 bbox=[1081, 141, 1307, 424]
mla-support-byline: କୋମନା,୬ା୨ (ଶ୍ରୀ ବାଗ) bbox=[1097, 1200, 1191, 1212]
mahotsav-body-b: ରାଜ୍ୟର ବିଭିନ୍ନ ଅଞ୍ଚଳରୁ ଆସିଥିବା କଳାକାରମାନେ ନୃତ୍ୟ ଓ ସଙ୍ଗୀତ ପରିବେଷଣ କରିଥିଲେ। ଲୋକନୃତ୍ୟ ଦର୍ଶକଙ୍କୁ ଆକର୍ଷିତ କରିଥିଲା। bbox=[304, 1676, 462, 1735]
lead-headline: ଏଆଇଏସ୍ଏଫ୍ର ରାଜ୍ୟସ୍ତରୀୟ ଛାତ୍ର ଅଧିକାର ସମ୍ମିଳନୀ bbox=[394, 97, 1083, 132]
women-body-b: ବକ୍ତାମାନେ ଆଇନର ବିଭିନ୍ନ ଦିଗ ବିଷୟରେ ଅବଗତ କରାଇଥିଲେ। ପ୍ରତ୍ୟେକ ଅନୁଷ୍ଠାନରେ ଆଭ୍ୟନ୍ତରୀଣ କମିଟି ଗଠନ ବାଧ୍ୟତାମୂଳକ ବୋଲି କୁହାଯାଇଥିଲା। ଅଭିଯୋଗ ଦାଖଲ ପ୍ରକ୍ରିୟା ବିଷୟରେ ମଧ୍ୟ ବୁଝାଯାଇଥିଲା। bbox=[634, 899, 852, 974]
mahotsav-photo bbox=[12, 1674, 295, 1859]
school-annual-body-c: ମୁଖ୍ୟ ଅତିଥି ଭାବେ ଯୋଗ ଦେଇ ବକ୍ତା କହିଥିଲେ ଯେ ଶିକ୍ଷା ସହିତ ଚରିତ୍ର ଗଠନ ମଧ୍ୟ ଜରୁରୀ। ଛାତ୍ରଛାତ୍ରୀମାନେ ନିୟମିତ ଅଧ୍ୟୟନ କରି ଜୀବନରେ ସଫଳ ହେବାକୁ ପରାମର୍ଶ ଦିଆଯାଇଥିଲା। bbox=[628, 1215, 849, 1275]
env-body-b: ବୈଠକରେ ବିଭିନ୍ନ ପ୍ରସ୍ତାବ ଗୃହୀତ ହୋଇଥିଲା। ଜନସାଧାରଣଙ୍କ ସହଯୋଗ ନେଇ ସମସ୍ୟାର ସମାଧାନ କରାଯିବ ବୋଲି କୁହାଯାଇଥିଲା। bbox=[1097, 964, 1307, 1007]
column-right-rail bbox=[1317, 94, 1465, 1618]
school-annual-byline: ଖଡ଼ିଆଳ ରାମପୁର, ୬ା୨ (ଦୁର୍ଗା ଖଟୁଆ) bbox=[170, 1213, 308, 1225]
dateline bbox=[118, 19, 269, 63]
women-photo bbox=[170, 898, 625, 1078]
